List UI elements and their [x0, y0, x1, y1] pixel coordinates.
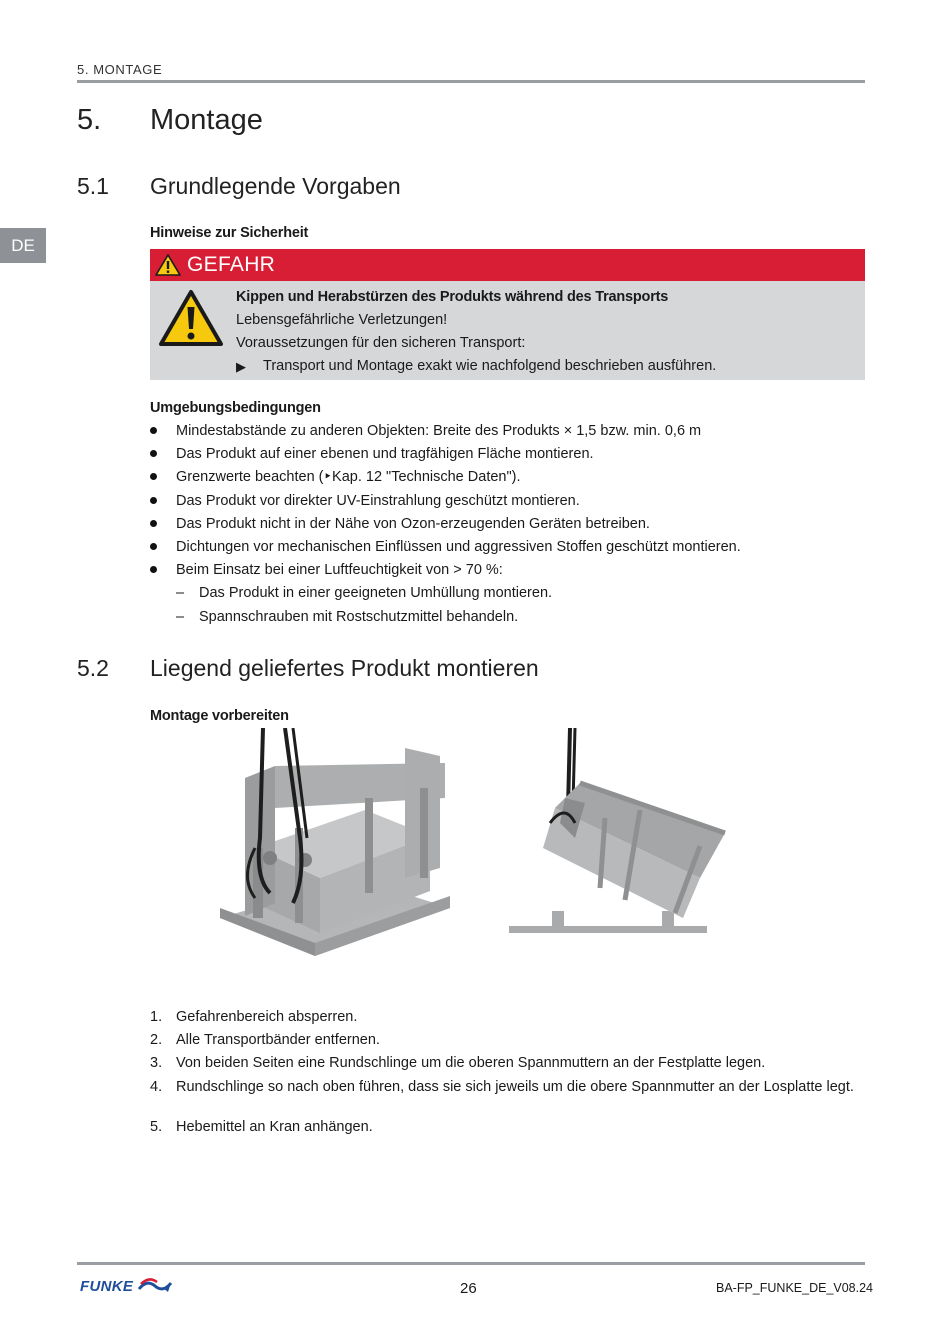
danger-signal-word: GEFAHR — [187, 253, 276, 276]
bullet-icon — [150, 543, 157, 550]
action-arrow-icon: ▶ — [236, 359, 246, 374]
section-5-2-number: 5.2 — [77, 655, 109, 681]
danger-title: Kippen und Herabstürzen des Produkts während des Transports — [236, 289, 669, 305]
document-id: BA-FP_FUNKE_DE_V08.24 — [716, 1281, 874, 1295]
danger-header — [150, 249, 865, 281]
step-number: 2. — [150, 1032, 163, 1049]
language-tab: DE — [0, 228, 46, 263]
step-number: 1. — [150, 1009, 163, 1025]
list-item: Mindestabstände zu anderen Objekten: Breite des Produkts × 1,5 bzw. min. 0,6 m — [150, 420, 865, 443]
bullet-icon — [150, 566, 157, 573]
list-item: 5. Hebemittel an Kran anhängen. — [150, 1116, 865, 1139]
section-5-1-number: 5.1 — [77, 173, 109, 199]
funke-logo-icon — [137, 1276, 173, 1296]
section-5-1-title: Grundlegende Vorgaben — [150, 173, 401, 199]
list-item: Grenzwerte beachten (‣Kap. 12 "Technische Daten"). — [150, 466, 865, 489]
danger-body — [150, 281, 865, 380]
lifting-product-illustration — [505, 728, 735, 938]
bullet-icon — [150, 497, 157, 504]
danger-action — [236, 355, 716, 378]
footer-rule — [77, 1262, 865, 1265]
page-number: 26 — [460, 1280, 477, 1297]
chapter-number: 5. — [77, 104, 102, 136]
danger-notice — [150, 249, 865, 380]
list-item: 4. Rundschlinge so nach oben führen, dass sie sich jeweils um die obere Spannmutter an der Losplatte legt. — [150, 1076, 865, 1116]
warning-icon — [155, 254, 181, 276]
chapter-title: Montage — [150, 104, 263, 136]
list-item: Das Produkt nicht in der Nähe von Ozon-erzeugenden Geräten betreiben. — [150, 513, 865, 536]
bullet-icon — [150, 473, 157, 480]
list-subitem: – Das Produkt in einer geeigneten Umhüllung montieren. — [150, 582, 865, 605]
environment-list — [150, 420, 865, 629]
header-rule — [77, 80, 865, 83]
list-item: Dichtungen vor mechanischen Einflüssen und aggressiven Stoffen geschützt montieren. — [150, 536, 865, 559]
brand-name: FUNKE — [80, 1277, 134, 1295]
prep-heading: Montage vorbereiten — [150, 708, 289, 724]
danger-prerequisite: Voraussetzungen für den sicheren Transport: — [236, 335, 526, 351]
list-item: 3. Von beiden Seiten eine Rundschlinge um die oberen Spannmuttern an der Festplatte legen. — [150, 1052, 865, 1075]
steps-list — [150, 1006, 865, 1139]
list-item: Beim Einsatz bei einer Luftfeuchtigkeit von > 70 %: — [150, 559, 865, 582]
step-number: 4. — [150, 1078, 163, 1095]
dash-marker: – — [176, 585, 185, 602]
bullet-icon — [150, 520, 157, 527]
bullet-icon — [150, 450, 157, 457]
step-number: 5. — [150, 1118, 163, 1135]
danger-action-text: Transport und Montage exakt wie nachfolgend beschrieben ausführen. — [263, 358, 717, 374]
list-item: 1. Gefahrenbereich absperren. — [150, 1006, 865, 1029]
danger-consequence: Lebensgefährliche Verletzungen! — [236, 312, 448, 328]
section-5-2-title: Liegend geliefertes Produkt montieren — [150, 655, 539, 681]
lying-product-illustration — [215, 728, 455, 960]
list-subitem: – Spannschrauben mit Rostschutzmittel behandeln. — [150, 606, 865, 629]
list-item: Das Produkt vor direkter UV-Einstrahlung geschützt montieren. — [150, 490, 865, 513]
dash-marker: – — [176, 608, 185, 625]
list-item: 2. Alle Transportbänder entfernen. — [150, 1029, 865, 1052]
funke-logo — [80, 1276, 173, 1296]
safety-heading: Hinweise zur Sicherheit — [150, 225, 309, 241]
list-item: Das Produkt auf einer ebenen und tragfähigen Fläche montieren. — [150, 443, 865, 466]
danger-warning-icon — [158, 289, 224, 347]
step-number: 3. — [150, 1055, 163, 1072]
environment-heading: Umgebungsbedingungen — [150, 400, 321, 416]
running-header: 5. MONTAGE — [77, 62, 163, 77]
bullet-icon — [150, 427, 157, 434]
